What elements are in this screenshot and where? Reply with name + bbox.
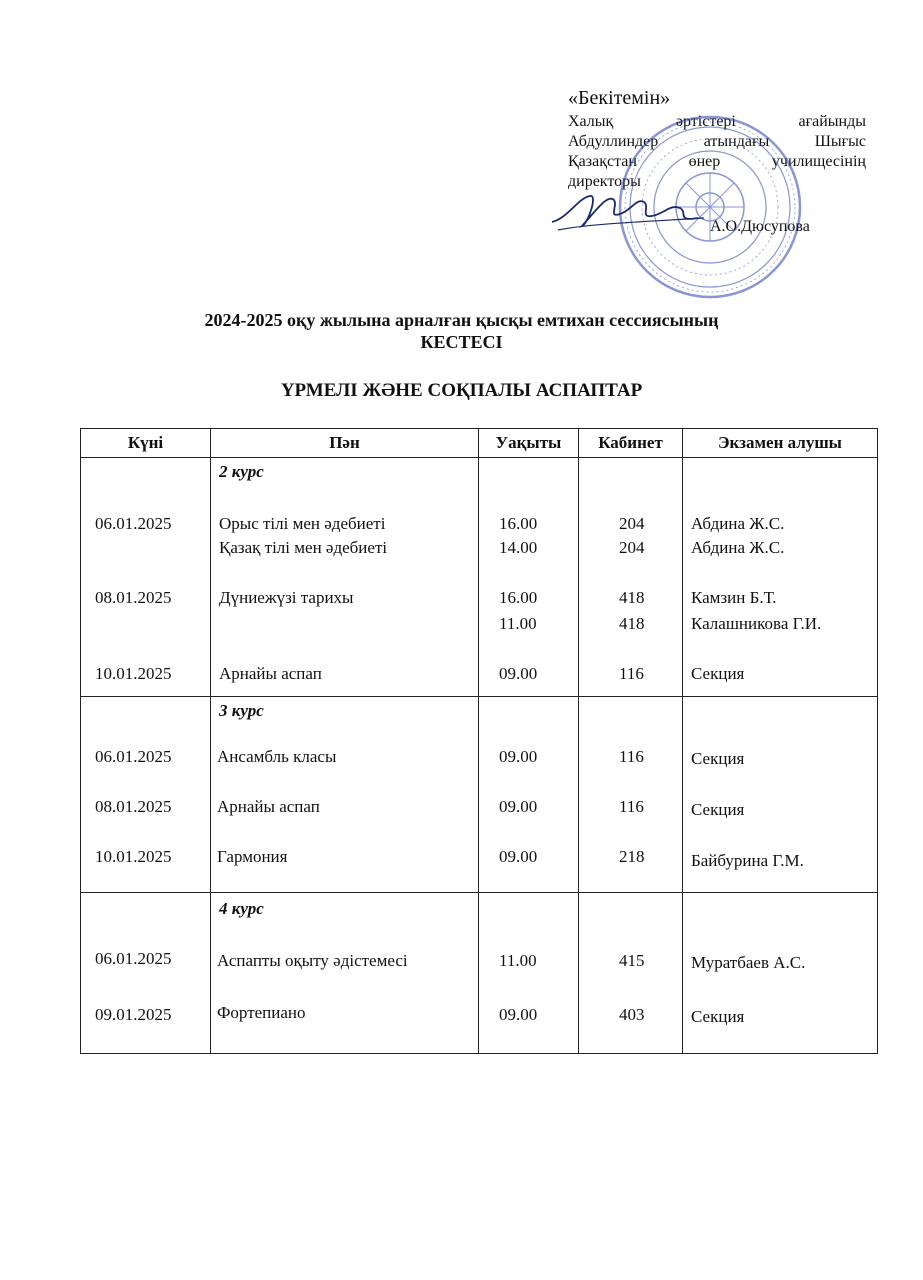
subject: Гармония xyxy=(217,847,288,866)
date: 08.01.2025 xyxy=(95,797,172,816)
time: 09.00 xyxy=(499,797,538,816)
room: 204 xyxy=(619,538,645,557)
date: 06.01.2025 xyxy=(95,514,172,533)
table-header-row xyxy=(81,429,878,458)
time-cell xyxy=(479,697,579,893)
examiner: Абдина Ж.С. xyxy=(691,514,785,533)
date: 06.01.2025 xyxy=(95,747,172,766)
room: 116 xyxy=(619,664,644,683)
column-header-subject: Пән xyxy=(211,429,479,458)
room-cell xyxy=(579,697,683,893)
subject-cell xyxy=(211,893,479,1054)
room-cell xyxy=(579,458,683,697)
time: 16.00 xyxy=(499,588,538,607)
room-cell xyxy=(579,893,683,1054)
examiner: Калашникова Г.И. xyxy=(691,614,822,633)
document-title-2: КЕСТЕСІ xyxy=(420,332,503,352)
examiner: Секция xyxy=(691,749,745,768)
time: 14.00 xyxy=(499,538,538,557)
subject: Қазақ тілі мен әдебиеті xyxy=(219,538,388,557)
course-section-2 xyxy=(81,458,878,697)
signature-line xyxy=(600,218,810,236)
course-label: 4 курс xyxy=(219,899,264,918)
room: 204 xyxy=(619,514,645,533)
signatory-name: А.О.Дюсупова xyxy=(710,218,810,235)
time: 16.00 xyxy=(499,514,538,533)
approval-title: «Бекітемін» xyxy=(568,87,671,109)
date: 10.01.2025 xyxy=(95,664,172,683)
date-cell xyxy=(81,697,211,893)
room: 116 xyxy=(619,797,644,816)
column-header-time: Уақыты xyxy=(479,429,579,458)
subject: Арнайы аспап xyxy=(219,664,322,683)
time: 09.00 xyxy=(499,747,538,766)
examiner: Камзин Б.Т. xyxy=(691,588,777,607)
subject-cell xyxy=(211,458,479,697)
course-label: 3 курс xyxy=(219,701,264,720)
department-title: ҮРМЕЛІ ЖӘНЕ СОҚПАЛЫ АСПАПТАР xyxy=(280,380,643,401)
subject: Ансамбль класы xyxy=(217,747,337,766)
examiner: Абдина Ж.С. xyxy=(691,538,785,557)
approval-line: Қазақстан өнер училищесінің xyxy=(568,153,866,170)
column-header-examiner: Экзамен алушы xyxy=(683,429,878,458)
date: 08.01.2025 xyxy=(95,588,172,607)
subject: Орыс тілі мен әдебиеті xyxy=(219,514,386,533)
room: 415 xyxy=(619,951,645,970)
exam-schedule-table xyxy=(80,428,878,1054)
examiner: Секция xyxy=(691,664,745,683)
time: 09.00 xyxy=(499,847,538,866)
course-section-3 xyxy=(81,697,878,893)
room: 116 xyxy=(619,747,644,766)
examiner-cell xyxy=(683,893,878,1054)
time: 11.00 xyxy=(499,951,537,970)
examiner-cell xyxy=(683,458,878,697)
room: 403 xyxy=(619,1005,645,1024)
examiner: Секция xyxy=(691,800,745,819)
examiner: Секция xyxy=(691,1007,745,1026)
column-header-date: Күні xyxy=(81,429,211,458)
subject: Арнайы аспап xyxy=(217,797,320,816)
time-cell xyxy=(479,893,579,1054)
subject: Дүниежүзі тарихы xyxy=(219,588,354,607)
room: 418 xyxy=(619,588,645,607)
room: 218 xyxy=(619,847,645,866)
subject: Фортепиано xyxy=(217,1003,306,1022)
date: 10.01.2025 xyxy=(95,847,172,866)
date: 06.01.2025 xyxy=(95,949,172,968)
time-cell xyxy=(479,458,579,697)
examiner-cell xyxy=(683,697,878,893)
subject: Аспапты оқыту әдістемесі xyxy=(217,951,408,970)
approval-line: Халық әртістері ағайынды xyxy=(568,113,866,130)
column-header-room: Кабинет xyxy=(579,429,683,458)
document-title: 2024-2025 оқу жылына арналған қысқы емтихан сессиясының xyxy=(204,310,719,330)
course-label: 2 курс xyxy=(219,462,264,481)
time: 11.00 xyxy=(499,614,537,633)
date-cell xyxy=(81,458,211,697)
approval-line: Абдуллиндер атындағы Шығыс xyxy=(568,133,866,150)
time: 09.00 xyxy=(499,664,538,683)
date-cell xyxy=(81,893,211,1054)
date: 09.01.2025 xyxy=(95,1005,172,1024)
approval-line: директоры xyxy=(568,173,641,190)
room: 418 xyxy=(619,614,645,633)
examiner: Байбурина Г.М. xyxy=(691,851,804,870)
time: 09.00 xyxy=(499,1005,538,1024)
course-section-4 xyxy=(81,893,878,1054)
subject-cell xyxy=(211,697,479,893)
examiner: Муратбаев А.С. xyxy=(691,953,806,972)
